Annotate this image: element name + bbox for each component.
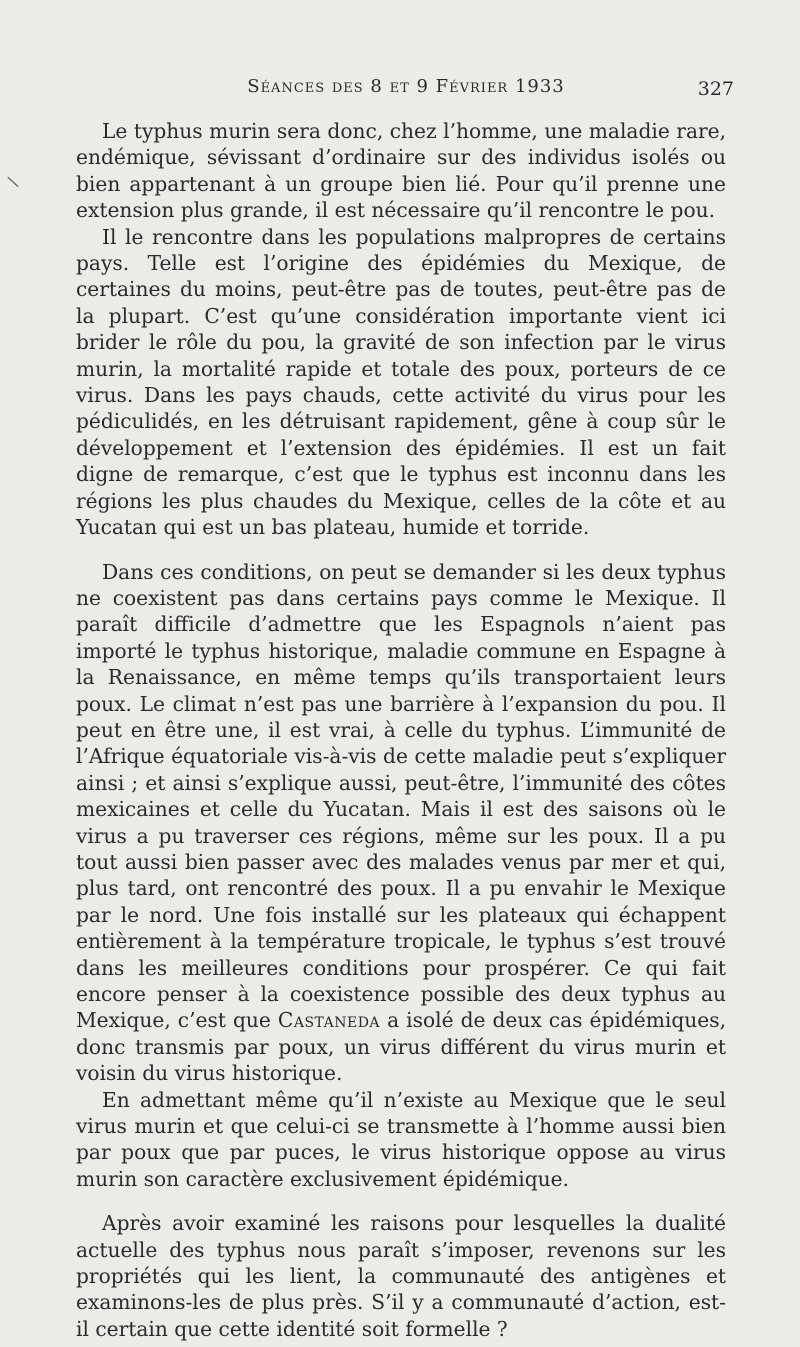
paragraph-4: En admettant même qu’il n’existe au Mexique que le seul virus murin et que celui-ci se transmette à l’homme aussi bien par poux que par puces, le virus historique oppose au virus murin son caractère exclusivement épidémique. xyxy=(76,1087,726,1191)
body-text xyxy=(76,118,726,1342)
margin-mark: \ xyxy=(5,171,20,192)
paragraph-1: Le typhus murin sera donc, chez l’homme, une maladie rare, endémique, sévissant d’ordinaire sur des individus isolés ou bien appartenant à un groupe bien lié. Pour qu’il prenne une extension plus grande, il est nécessaire qu’il rencontre le pou. xyxy=(76,119,726,223)
paragraph-3-text-b: a isolé de deux cas épidémiques, donc transmis par poux, un virus différent du virus murin et voisin du virus historique. xyxy=(76,1008,726,1086)
paragraph-5: Après avoir examiné les raisons pour lesquelles la dualité actuelle des typhus nous paraît s’imposer, revenons sur les propriétés qui les lient, la communauté des antigènes et examinons-les de plus près. S’il y a communauté d’action, est-il certain que cette identité soit formelle ? xyxy=(76,1211,726,1341)
paragraph-3-text-a: Dans ces conditions, on peut se demander si les deux typhus ne coexistent pas dans certains pays comme le Mexique. Il paraît difficile d’admettre que les Espagnols n’aient pas importé le typhus historique, maladie commune en Espagne à la Renaissance, en même temps qu’ils transportaient leurs poux. Le climat n’est pas une barrière à l’expansion du pou. Il peut en être une, il est vrai, à celle du typhus. L’immunité de l’Afrique équatoriale vis-à-vis de cette maladie peut s’expliquer ainsi ; et ainsi s’explique aussi, peut-être, l’immunité des côtes mexicaines et celle du Yucatan. Mais il est des saisons où le virus a pu traverser ces régions, même sur les poux. Il a pu tout aussi bien passer avec des malades venus par mer et qui, plus tard, ont rencontré des poux. Il a pu envahir le Mexique par le nord. Une fois installé sur les plateaux qui échappent entièrement à la température tropicale, le typhus s’est trouvé dans les meilleures conditions pour prospérer. Ce qui fait encore penser à la coexistence possible des deux typhus au Mexique, c’est que xyxy=(76,559,726,1033)
paragraph-3 xyxy=(76,559,726,1087)
page-number: 327 xyxy=(697,78,734,100)
author-name: Castaneda xyxy=(277,1008,381,1033)
paragraph-2: Il le rencontre dans les populations malpropres de certains pays. Telle est l’origine des épidémies du Mexique, de certaines du moins, peut-être pas de toutes, peut-être pas de la plupart. C’est qu’une considération importante vient ici brider le rôle du pou, la gravité de son infection par le virus murin, la mortalité rapide et totale des poux, porteurs de ce virus. Dans les pays chauds, cette activité du virus pour les pédiculidés, en les détruisant rapidement, gêne à coup sûr le développement et l’extension des épidémies. Il est un fait digne de remarque, c’est que le typhus est inconnu dans les régions les plus chaudes du Mexique, celles de la côte et au Yucatan qui est un bas plateau, humide et torride. xyxy=(76,224,726,540)
header-title: Séances des 8 et 9 Février 1933 xyxy=(247,76,565,97)
running-header xyxy=(78,76,734,106)
